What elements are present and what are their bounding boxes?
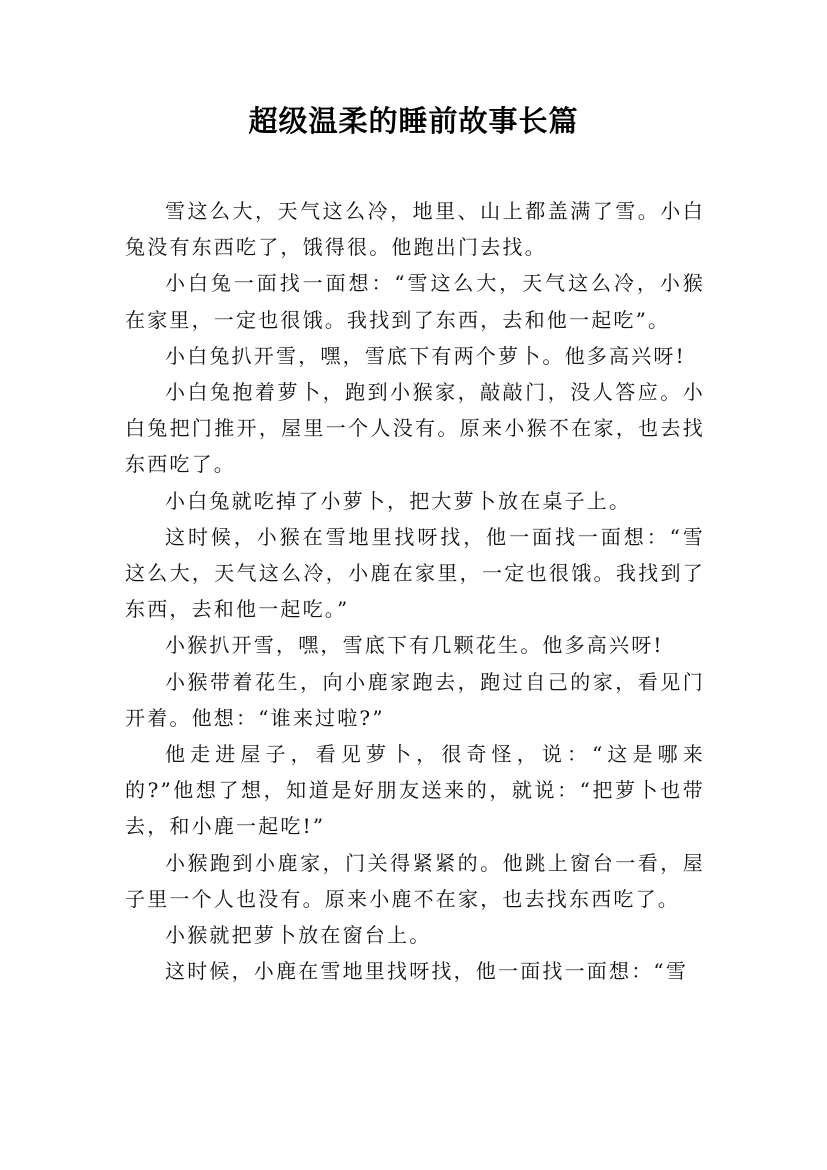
paragraph: 小猴扒开雪，嘿，雪底下有几颗花生。他多高兴呀! (165, 633, 664, 658)
paragraph: 小白兔抱着萝卜，跑到小猴家，敲敲门，没人答应。小白兔把门推开，屋里一个人没有。原来小猴不在家，也去找东西吃了。 (125, 380, 705, 477)
paragraph: 这时候，小猴在雪地里找呀找，他一面找一面想：“雪这么大，天气这么冷，小鹿在家里，一定也很饿。我找到了东西，去和他一起吃。” (125, 524, 705, 622)
document-body (125, 193, 705, 989)
paragraph: 小白兔扒开雪，嘿，雪底下有两个萝卜。他多高兴呀! (165, 343, 686, 368)
paragraph: 小猴带着花生，向小鹿家跑去，跑过自己的家，看见门开着。他想：“谁来过啦?” (125, 669, 705, 730)
paragraph: 他走进屋子，看见萝卜，很奇怪，说：“这是哪来的?”他想了想，知道是好朋友送来的，就说：“把萝卜也带去，和小鹿一起吃!” (125, 742, 705, 839)
paragraph: 小白兔一面找一面想：“雪这么大，天气这么冷，小猴在家里，一定也很饿。我找到了东西，去和他一起吃”。 (125, 271, 705, 332)
paragraph: 雪这么大，天气这么冷，地里、山上都盖满了雪。小白兔没有东西吃了，饿得很。他跑出门去找。 (125, 199, 705, 260)
paragraph: 小猴就把萝卜放在窗台上。 (165, 923, 432, 948)
paragraph: 小白兔就吃掉了小萝卜，把大萝卜放在桌子上。 (165, 488, 632, 513)
paragraph: 这时候，小鹿在雪地里找呀找，他一面找一面想：“雪 (165, 959, 689, 984)
paragraph: 小猴跑到小鹿家，门关得紧紧的。他跳上窗台一看，屋子里一个人也没有。原来小鹿不在家，也去找东西吃了。 (125, 850, 705, 911)
document-title: 超级温柔的睡前故事长篇 (248, 104, 579, 138)
